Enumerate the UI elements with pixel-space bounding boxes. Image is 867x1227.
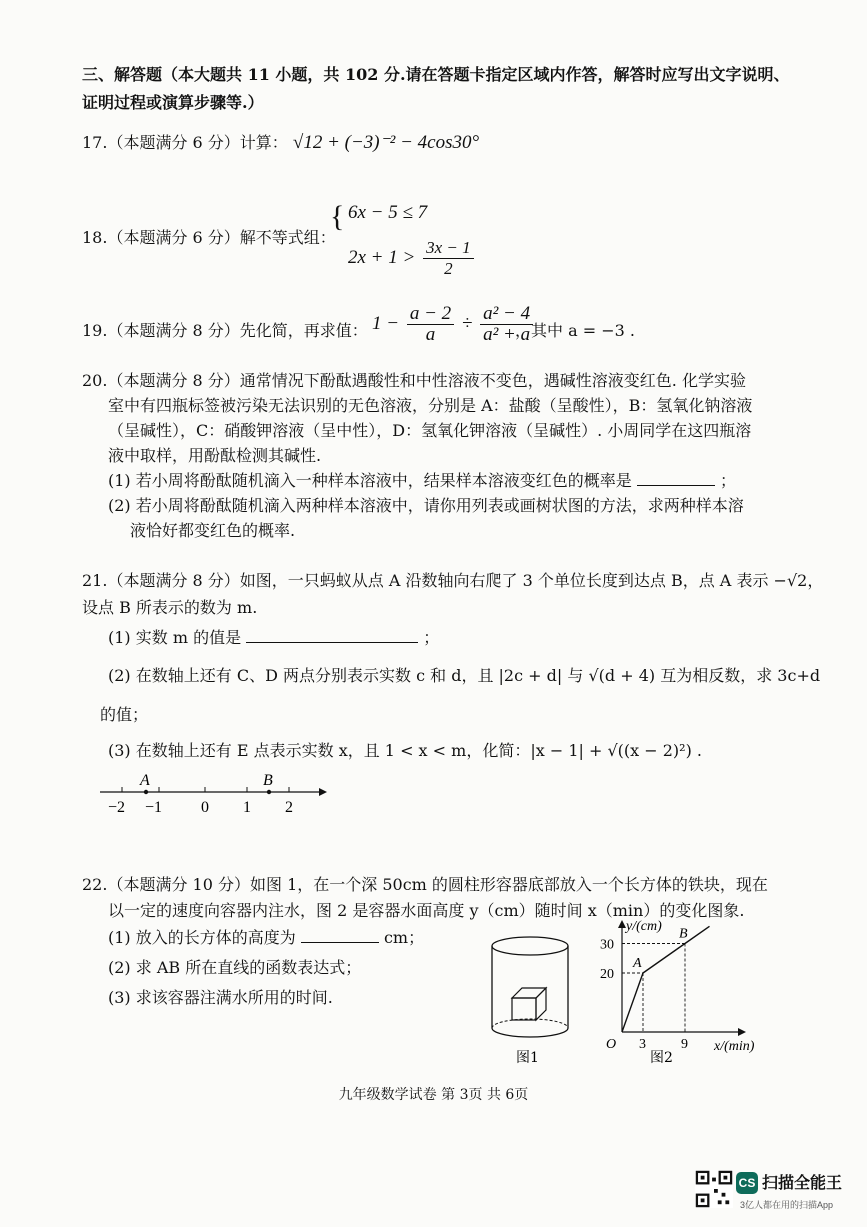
question-21-line2: 设点 B 所表示的数为 m. — [82, 598, 258, 617]
tick-label: 2 — [285, 799, 293, 816]
answer-blank[interactable] — [637, 485, 715, 486]
origin-label: O — [606, 1037, 617, 1052]
question-19-fraction-1 — [407, 304, 454, 345]
question-21-part3: (3) 在数轴上还有 E 点表示实数 x，且 1 < x < m，化简：|x − 1| + √((x − 2)²) . — [108, 741, 703, 760]
question-21-part2-line2: 的值； — [100, 705, 149, 724]
point-b-dot — [267, 790, 271, 794]
figure-2-graph — [590, 912, 766, 1068]
number-line-figure — [95, 768, 335, 820]
question-22-part1-text: (1) 放入的长方体的高度为 — [108, 928, 296, 947]
question-20-line3: （呈碱性），C：硝酸钾溶液（呈中性），D：氢氧化钾溶液（呈碱性）. 小周同学在这四瓶溶 — [108, 421, 752, 440]
question-18-fraction — [423, 238, 474, 279]
qr-code-icon — [695, 1170, 733, 1208]
graph-segment — [622, 973, 643, 1032]
question-22-part3: (3) 求该容器注满水所用的时间. — [108, 988, 333, 1007]
question-19-expression — [372, 304, 536, 345]
question-21-part1 — [108, 625, 439, 648]
x-tick-label: 3 — [639, 1037, 646, 1052]
x-tick-label: 9 — [681, 1037, 688, 1052]
figure-1-cylinder — [480, 928, 580, 1068]
question-19-f2-den: a² + a — [483, 324, 531, 345]
question-19-one: 1 − — [372, 312, 400, 334]
page-footer: 九年级数学试卷 第 3页 共 6页 — [338, 1087, 529, 1103]
graph-segment-extension — [685, 926, 710, 943]
question-22-line1: 22.（本题满分 10 分）如图 1，在一个深 50cm 的圆柱形容器底部放入一个长方体的铁块，现在 — [82, 875, 768, 894]
question-19-div: ÷ — [461, 312, 473, 334]
question-18-frac-den: 2 — [444, 259, 453, 278]
question-17-expression: √12 + (−3)⁻² − 4cos30° — [292, 132, 480, 153]
question-19-f1-num: a − 2 — [407, 304, 454, 325]
tick-label: 0 — [201, 799, 209, 816]
y-tick-label: 20 — [600, 967, 614, 982]
question-20-part2-line1: (2) 若小周将酚酞随机滴入两种样本溶液中，请你用列表或画树状图的方法，求两种样本溶 — [108, 496, 744, 515]
graph-segment — [643, 944, 685, 974]
question-21-part2-line1: (2) 在数轴上还有 C、D 两点分别表示实数 c 和 d，且 |2c + d| 与 √(d + 4) 互为相反数，求 3c+d — [108, 666, 821, 685]
cylinder-top-ellipse — [492, 937, 568, 955]
question-17 — [82, 130, 479, 154]
question-22-line2: 以一定的速度向容器内注水，图 2 是容器水面高度 y（cm）随时间 x（min）的变化图象. — [108, 901, 745, 920]
tick-label: 1 — [243, 799, 251, 816]
question-20-part1-end: ； — [719, 471, 736, 490]
question-20-line2: 室中有四瓶标签被污染无法识别的无色溶液，分别是 A：盐酸（呈酸性），B：氢氧化钠溶液 — [108, 396, 753, 415]
question-20-line4: 液中取样，用酚酞检测其碱性. — [108, 446, 322, 465]
tick-label: −2 — [108, 799, 126, 816]
section-heading-line2: 证明过程或演算步骤等.） — [82, 93, 264, 112]
question-22-part1 — [108, 925, 424, 948]
scanner-brand: 扫描全能王 — [762, 1175, 843, 1192]
question-19-f1-den: a — [425, 324, 436, 345]
question-18-label: 18.（本题满分 6 分）解不等式组： — [82, 228, 336, 247]
question-20-part1-text: (1) 若小周将酚酞随机滴入一种样本溶液中，结果样本溶液变红色的概率是 — [108, 471, 632, 490]
graph-point-b-label: B — [679, 926, 688, 942]
x-axis-arrow-icon — [738, 1028, 746, 1036]
point-a-label: A — [140, 772, 150, 789]
question-20-line1: 20.（本题满分 8 分）通常情况下酚酞遇酸性和中性溶液不变色，遇碱性溶液变红色. 化学实验 — [82, 371, 746, 390]
arrow-right-icon — [319, 788, 327, 796]
y-axis-label: y/(cm) — [626, 919, 662, 934]
point-b-label: B — [263, 772, 273, 789]
brace-icon: { — [330, 200, 345, 233]
question-21-line1: 21.（本题满分 8 分）如图，一只蚂蚁从点 A 沿数轴向右爬了 3 个单位长度到达点 B，点 A 表示 −√2， — [82, 571, 824, 590]
answer-blank[interactable] — [246, 642, 418, 643]
block-front-face — [512, 998, 536, 1020]
y-axis-arrow-icon — [618, 920, 626, 928]
cylinder-bottom-front — [492, 1028, 568, 1037]
question-18-frac-num: 3x − 1 — [423, 238, 474, 259]
y-tick-label: 30 — [600, 937, 614, 953]
tick-label: −1 — [145, 799, 163, 816]
point-a-dot — [144, 790, 148, 794]
question-19-label: 19.（本题满分 8 分）先化简，再求值： — [82, 321, 368, 340]
block-side-face — [536, 988, 546, 1020]
question-22-part2: (2) 求 AB 所在直线的函数表达式； — [108, 958, 362, 977]
question-21-part1-text: (1) 实数 m 的值是 — [108, 628, 242, 647]
question-18-ineq-1: 6x − 5 ≤ 7 — [348, 202, 428, 223]
question-17-label: 17.（本题满分 6 分）计算： — [82, 133, 288, 152]
section-heading-line1: 三、解答题（本大题共 11 小题，共 102 分.请在答题卡指定区域内作答，解答时应写出文字说明、 — [82, 65, 790, 84]
question-18-ineq-2 — [348, 238, 477, 279]
question-19-tail: ，其中 a = −3 . — [515, 321, 635, 340]
question-20-part1 — [108, 468, 736, 491]
answer-blank[interactable] — [301, 942, 379, 943]
question-20-part2-line2: 液恰好都变红色的概率. — [130, 521, 296, 540]
x-axis-label: x/(min) — [714, 1039, 755, 1054]
scanner-tagline: 3亿人都在用的扫描App — [740, 1200, 834, 1210]
question-21-part1-end: ； — [423, 628, 440, 647]
figure-1-caption: 图1 — [516, 1050, 539, 1066]
figure-2-caption: 图2 — [650, 1050, 673, 1066]
question-18-ineq-2-left: 2x + 1 > — [348, 246, 416, 268]
question-22-part1-unit: cm； — [383, 928, 425, 947]
graph-point-a-label: A — [633, 956, 642, 971]
scanner-logo-icon: CS — [736, 1172, 758, 1194]
question-19-f2-num: a² − 4 — [480, 304, 533, 325]
